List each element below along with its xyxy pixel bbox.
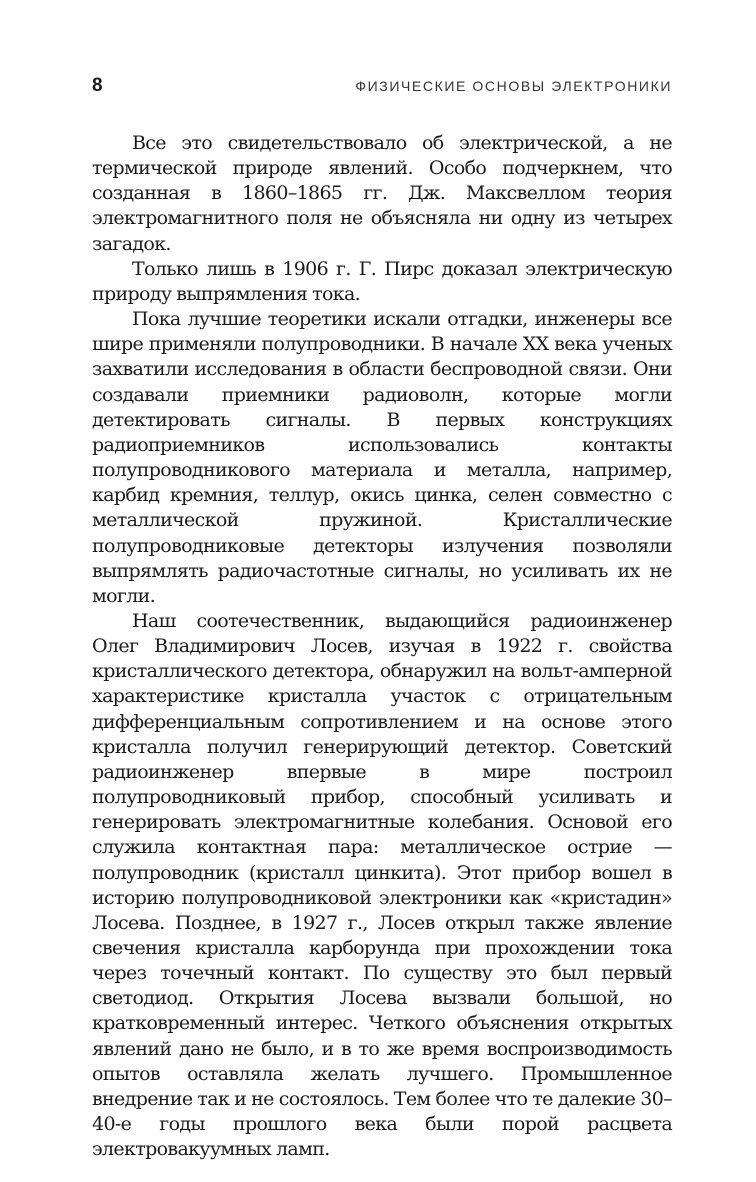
body-text: [92, 131, 672, 1162]
paragraph-2: Только лишь в 1906 г. Г. Пирс доказал электрическую природу выпрямления тока.: [92, 257, 672, 305]
paragraph-1: Все это свидетельствовало об электрической, а не термической природе явлений. Особо подчеркнем, что созданная в 1860–1865 гг. Дж. Максвеллом теория электромагнитного поля не объясняла ни одну из четырех загадок.: [92, 132, 672, 255]
running-head: [92, 75, 672, 97]
chapter-title: ФИЗИЧЕСКИЕ ОСНОВЫ ЭЛЕКТРОНИКИ: [355, 78, 672, 94]
paragraph-4: Наш соотечественник, выдающийся радиоинженер Олег Владимирович Лосев, изучая в 1922 г. свойства кристаллического детектора, обнаружил на вольт-амперной характеристике кристалла участок с отрицательным дифференциальным сопротивлением и на основе этого кристалла получил генерирующий детектор. Советский радиоинженер впервые в мире построил полупроводниковый прибор, способный усиливать и генерировать электромагнитные колебания. Основой его служила контактная пара: металлическое острие — полупроводник (кристалл цинкита). Этот прибор вошел в историю полупроводниковой электроники как «кристадин» Лосева. Позднее, в 1927 г., Лосев открыл также явление свечения кристалла карборунда при прохождении тока через точечный контакт. По существу это был первый светодиод. Открытия Лосева вызвали большой, но кратковременный интерес. Четкого объяснения открытых явлений дано не было, и в то же время воспроизводимость опытов оставляла желать лучшего. Промышленное внедрение так и не состоялось. Тем более что те далекие 30–40-е годы прошлого века были порой расцвета электровакуумных ламп.: [92, 609, 672, 1161]
page-number: 8: [92, 75, 103, 96]
paragraph-3: Пока лучшие теоретики искали отгадки, инженеры все шире применяли полупроводники. В начале XX века ученых захватили исследования в области беспроводной связи. Они создавали приемники радиоволн, которые могли детектировать сигналы. В первых конструкциях радиоприемников использовались контакты полупроводникового материала и металла, например, карбид кремния, теллур, окись цинка, селен совместно с металлической пружиной. Кристаллические полупроводниковые детекторы излучения позволяли выпрямлять радиочастотные сигналы, но усиливать их не могли.: [92, 308, 672, 607]
